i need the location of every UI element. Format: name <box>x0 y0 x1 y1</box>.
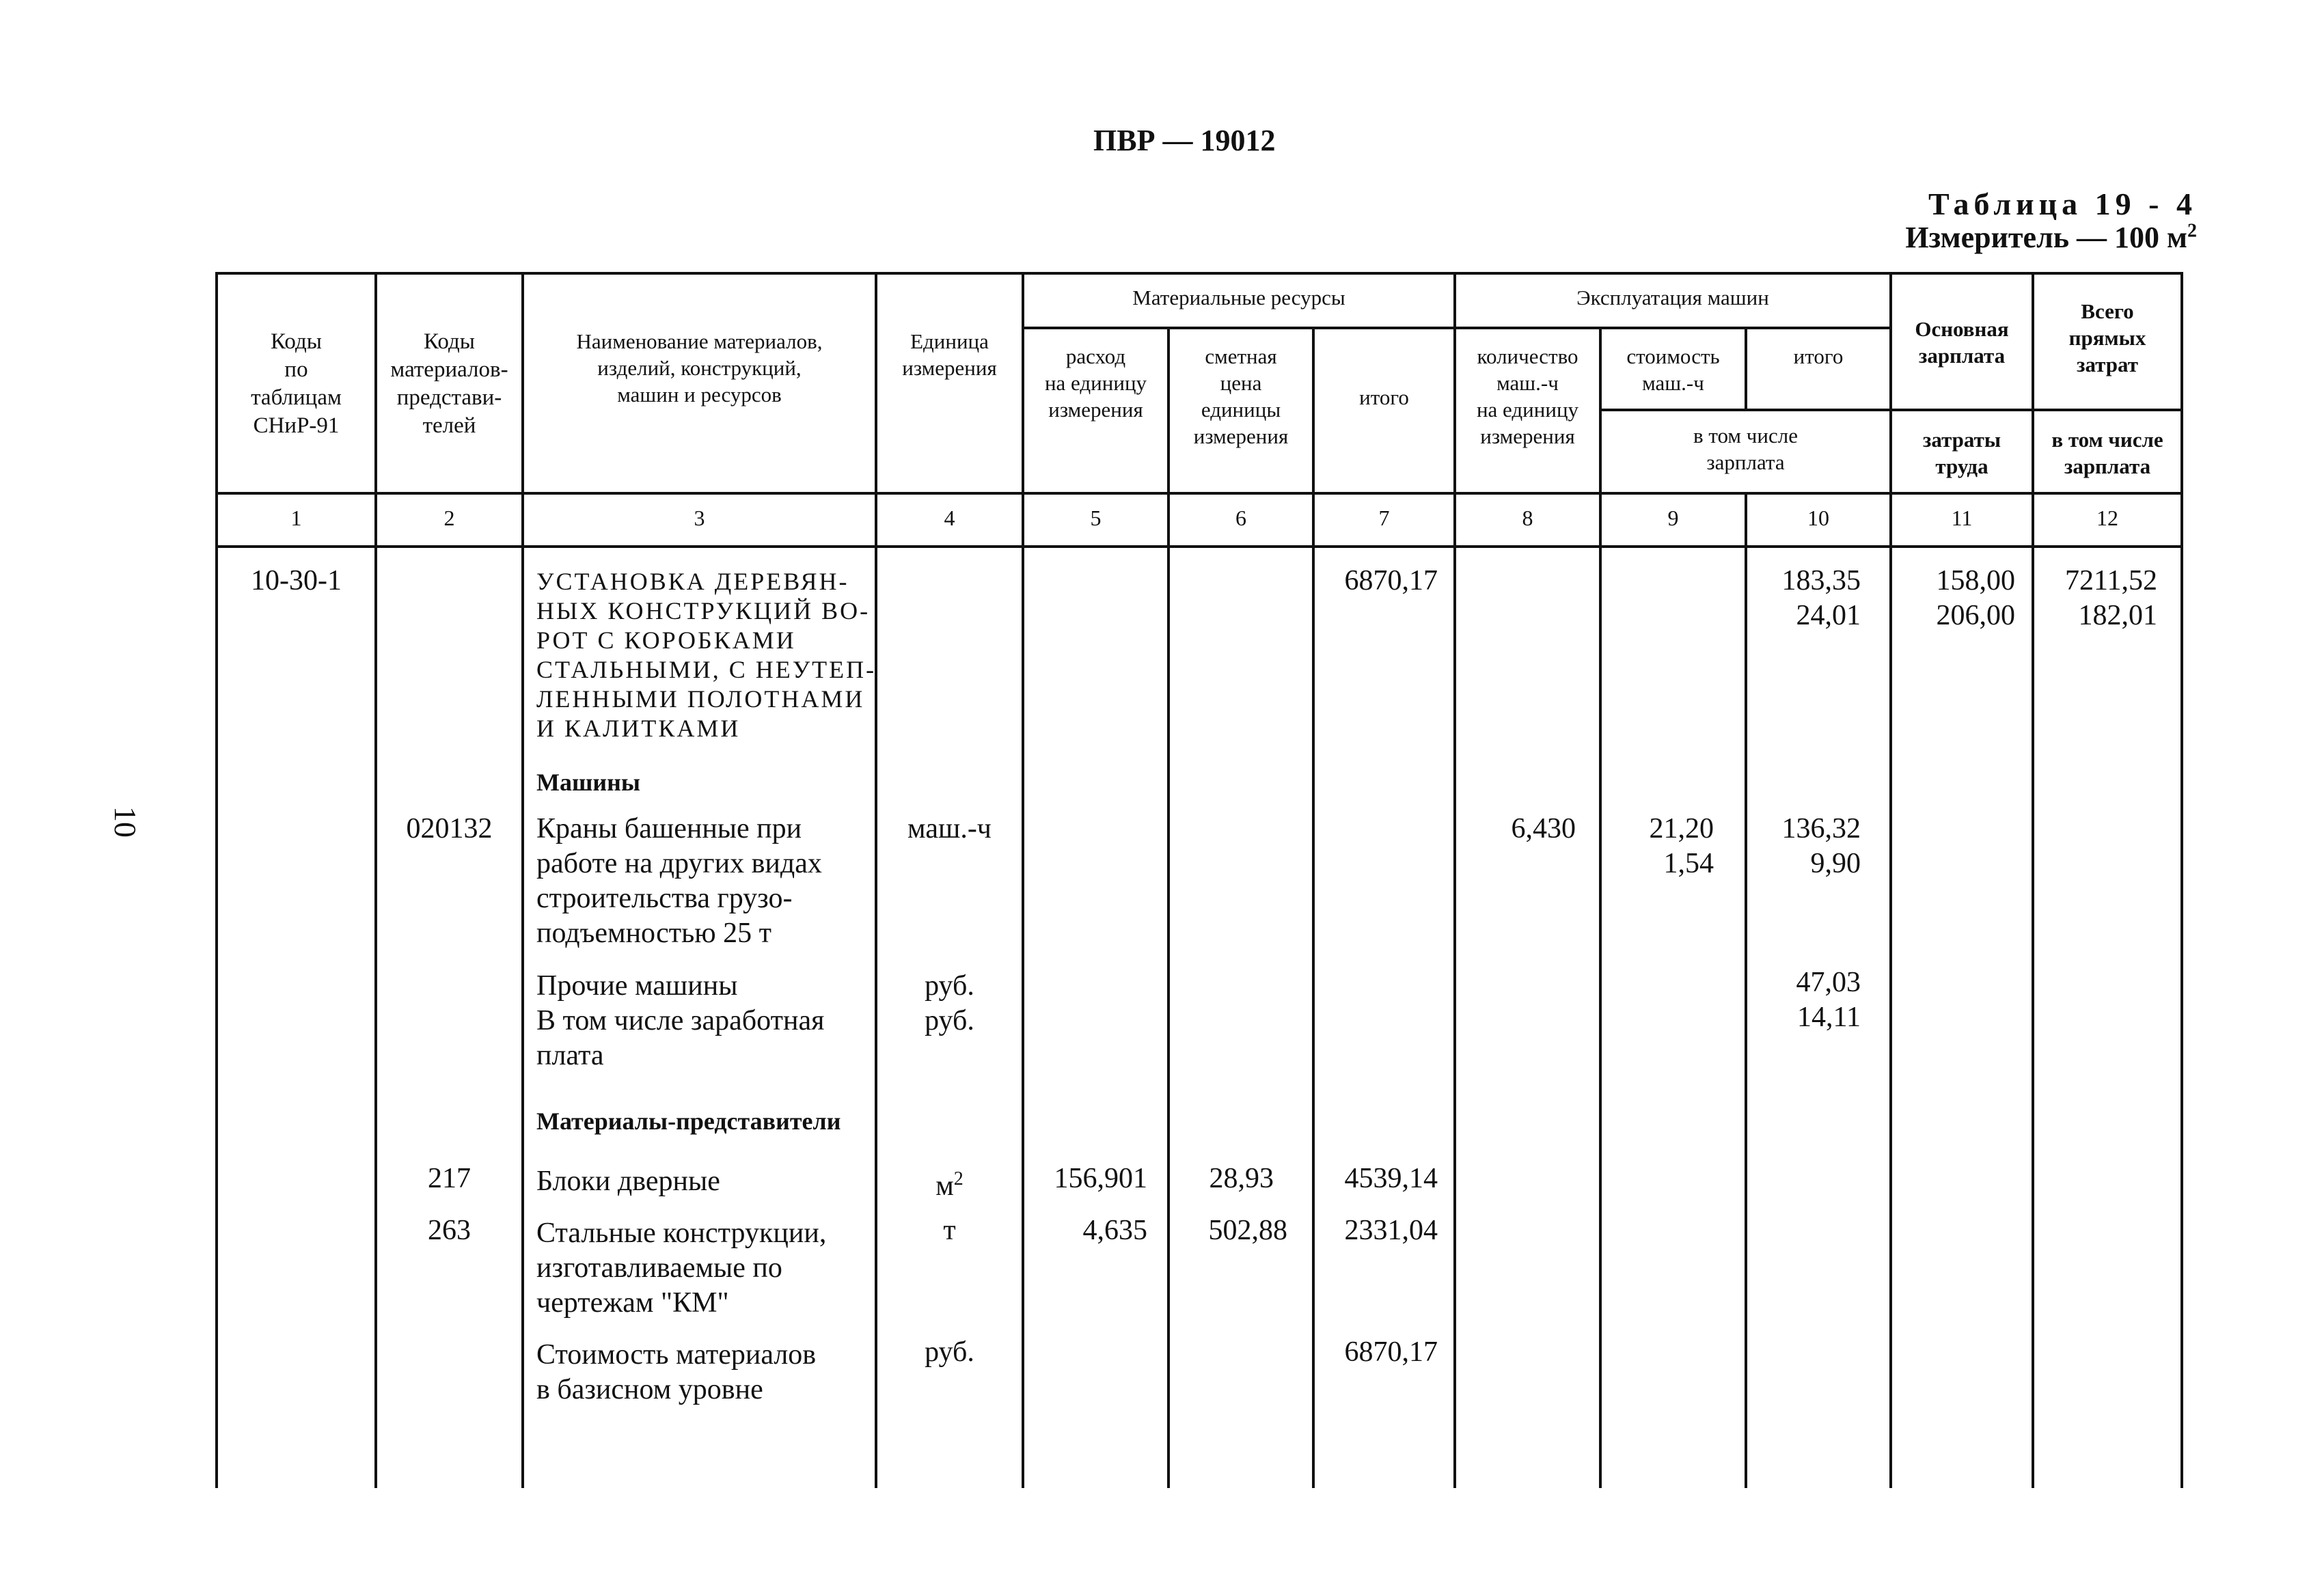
name-line: ЛЕННЫМИ ПОЛОТНАМИ <box>536 685 865 713</box>
header-line: в том числе <box>1693 424 1798 448</box>
grid-line <box>374 272 377 1488</box>
header-line: таблицам <box>251 385 342 410</box>
header-line: изделий, конструкций, <box>597 356 802 380</box>
header-line: Наименование материалов, <box>576 329 823 353</box>
name-line: изготавливаемые по <box>536 1252 782 1284</box>
header-line: маш.-ч <box>1496 371 1559 395</box>
header-col6 <box>1170 343 1312 450</box>
column-number: 12 <box>2096 506 2118 530</box>
column-number: 11 <box>1951 506 1973 530</box>
steel-rate: 4,635 <box>1082 1215 1147 1246</box>
header-line: труда <box>1935 454 1988 478</box>
grid-line <box>1167 327 1170 1488</box>
header-line: измерения <box>902 356 997 380</box>
section-materials: Материалы-представители <box>536 1107 841 1135</box>
grid-line <box>1312 327 1315 1488</box>
header-line: маш.-ч <box>1642 371 1704 395</box>
value-line: 136,32 <box>1781 813 1861 844</box>
column-number: 10 <box>1807 506 1829 530</box>
crane-name <box>536 812 822 951</box>
header-line: Единица <box>910 329 989 353</box>
column-number: 2 <box>443 506 455 530</box>
header-line: Коды <box>424 329 475 354</box>
header-line: количество <box>1477 344 1578 368</box>
name-line: плата <box>536 1040 604 1071</box>
blocks-name: Блоки дверные <box>536 1166 720 1197</box>
value-line: 9,90 <box>1810 848 1861 879</box>
column-number: 4 <box>944 506 955 530</box>
name-line: Краны башенные при <box>536 813 802 844</box>
name-line: РОТ С КОРОБКАМИ <box>536 627 796 654</box>
header-line: Основная <box>1915 317 2009 341</box>
main-name <box>536 567 876 743</box>
grid-line <box>215 272 218 1488</box>
header-line: телей <box>422 413 476 438</box>
header-line: цена <box>1220 371 1262 395</box>
value-line: 1,54 <box>1663 848 1714 879</box>
main-materials-total: 6870,17 <box>1344 565 1438 596</box>
column-number: 8 <box>1522 506 1533 530</box>
header-line: затрат <box>2077 353 2138 376</box>
steel-name <box>536 1216 826 1321</box>
crane-total <box>1747 812 1861 881</box>
header-line: измерения <box>1480 424 1575 448</box>
crane-code: 020132 <box>406 813 493 844</box>
unit-text: м <box>935 1170 954 1202</box>
grid-line <box>875 272 877 1488</box>
header-line: Коды <box>271 329 322 354</box>
header-col4 <box>877 328 1022 381</box>
other-unit <box>877 969 1022 1038</box>
blocks-code: 217 <box>428 1163 471 1194</box>
name-line: Стальные конструкции, <box>536 1217 827 1249</box>
header-machine-group: Эксплуатация машин <box>1576 286 1769 309</box>
cost-name <box>536 1338 816 1407</box>
value-line: руб. <box>925 1005 974 1036</box>
grid-line <box>1599 409 1889 411</box>
grid-line <box>215 272 2183 275</box>
grid-line <box>1022 272 1024 1488</box>
column-number: 6 <box>1235 506 1246 530</box>
header-line: прямых <box>2068 326 2146 350</box>
column-number: 7 <box>1378 506 1390 530</box>
value-line: 14,11 <box>1797 1002 1861 1033</box>
table-number: Таблица 19 - 4 <box>1928 187 2197 221</box>
page-number: 10 <box>108 806 143 838</box>
header-line: зарплата <box>2064 454 2151 478</box>
blocks-unit <box>877 1161 1022 1204</box>
header-line: материалов- <box>390 357 508 382</box>
header-line: Всего <box>2081 299 2134 323</box>
header-col11-sub <box>1892 426 2032 480</box>
grid-line <box>1599 327 1602 1488</box>
column-number: 9 <box>1667 506 1679 530</box>
blocks-price: 28,93 <box>1209 1163 1274 1194</box>
meter-superscript: 2 <box>2187 220 2197 242</box>
value-line: 47,03 <box>1796 967 1861 998</box>
header-line: затраты <box>1922 428 2001 452</box>
value-line: 158,00 <box>1936 565 2015 596</box>
header-line: на единицу <box>1476 398 1579 422</box>
header-line: представи- <box>396 385 502 410</box>
name-line: СТАЛЬНЫМИ, С НЕУТЕП- <box>536 656 877 683</box>
column-number: 1 <box>290 506 302 530</box>
main-base-salary <box>1892 564 2015 633</box>
document-title: ПВР — 19012 <box>1093 124 1276 157</box>
blocks-total: 4539,14 <box>1344 1163 1438 1194</box>
header-col11 <box>1892 316 2032 369</box>
steel-price: 502,88 <box>1208 1215 1287 1246</box>
header-col12 <box>2034 298 2181 378</box>
name-line: подъемностью 25 т <box>536 918 771 949</box>
header-line: расход <box>1065 344 1126 368</box>
name-line: В том числе заработная <box>536 1005 825 1036</box>
main-machines-total <box>1747 564 1861 633</box>
grid-line <box>1889 409 2183 411</box>
header-col10: итого <box>1793 344 1844 368</box>
name-line: Прочие машины <box>536 970 738 1002</box>
column-number: 3 <box>694 506 705 530</box>
crane-qty: 6,430 <box>1511 813 1576 844</box>
name-line: чертежам "КМ" <box>536 1287 729 1319</box>
header-line: сметная <box>1205 344 1277 368</box>
name-line: в базисном уровне <box>536 1374 763 1405</box>
name-line: Стоимость материалов <box>536 1339 817 1371</box>
header-line: измерения <box>1048 398 1143 422</box>
value-line: 182,01 <box>2078 600 2157 631</box>
steel-code: 263 <box>428 1215 471 1246</box>
header-line: стоимость <box>1626 344 1720 368</box>
value-line: 206,00 <box>1936 600 2015 631</box>
main-code: 10-30-1 <box>251 565 342 596</box>
name-line: И КАЛИТКАМИ <box>536 715 741 742</box>
value-line: 21,20 <box>1649 813 1714 844</box>
unit-superscript: 2 <box>953 1168 963 1189</box>
header-col7: итого <box>1359 385 1409 409</box>
header-line: единицы <box>1201 398 1281 422</box>
grid-line <box>521 272 524 1488</box>
main-direct-total <box>2034 564 2157 633</box>
grid-line <box>1453 272 1456 1488</box>
header-col9-10-sub <box>1602 422 1889 476</box>
header-line: в том числе <box>2051 428 2163 452</box>
header-col3 <box>524 328 875 408</box>
other-total <box>1747 965 1861 1035</box>
header-col2 <box>377 328 521 440</box>
header-line: СНиР-91 <box>253 413 340 438</box>
crane-cost <box>1602 812 1714 881</box>
header-col1 <box>218 328 374 440</box>
section-machines: Машины <box>536 769 640 796</box>
name-line: строительства грузо- <box>536 883 793 914</box>
cost-total: 6870,17 <box>1344 1336 1438 1368</box>
grid-line <box>215 545 2183 548</box>
steel-unit: т <box>943 1215 956 1246</box>
header-col5 <box>1024 343 1167 423</box>
value-line: 24,01 <box>1796 600 1861 631</box>
value-line: 183,35 <box>1781 565 1861 596</box>
grid-line <box>215 492 2183 495</box>
other-name <box>536 969 824 1073</box>
table-meter <box>1905 220 2197 255</box>
header-line: машин и ресурсов <box>617 383 782 407</box>
header-col9 <box>1602 343 1745 396</box>
value-line: руб. <box>925 970 974 1002</box>
steel-total: 2331,04 <box>1344 1215 1438 1246</box>
value-line: 7211,52 <box>2065 565 2157 596</box>
header-material-group: Материальные ресурсы <box>1132 286 1345 309</box>
header-line: зарплата <box>1706 450 1785 474</box>
header-line: зарплата <box>1918 344 2006 368</box>
blocks-rate: 156,901 <box>1054 1163 1147 1194</box>
grid-line <box>2181 272 2183 1488</box>
meter-text: Измеритель — 100 м <box>1905 221 2187 254</box>
name-line: УСТАНОВКА ДЕРЕВЯН- <box>536 568 849 595</box>
header-col12-sub <box>2034 426 2181 480</box>
header-col8 <box>1456 343 1599 450</box>
column-number: 5 <box>1090 506 1102 530</box>
name-line: работе на других видах <box>536 848 822 879</box>
crane-unit: маш.-ч <box>907 813 992 844</box>
name-line: НЫХ КОНСТРУКЦИЙ ВО- <box>536 597 871 624</box>
header-line: на единицу <box>1044 371 1147 395</box>
header-line: измерения <box>1193 424 1289 448</box>
cost-unit: руб. <box>925 1336 974 1368</box>
header-line: по <box>284 357 308 382</box>
